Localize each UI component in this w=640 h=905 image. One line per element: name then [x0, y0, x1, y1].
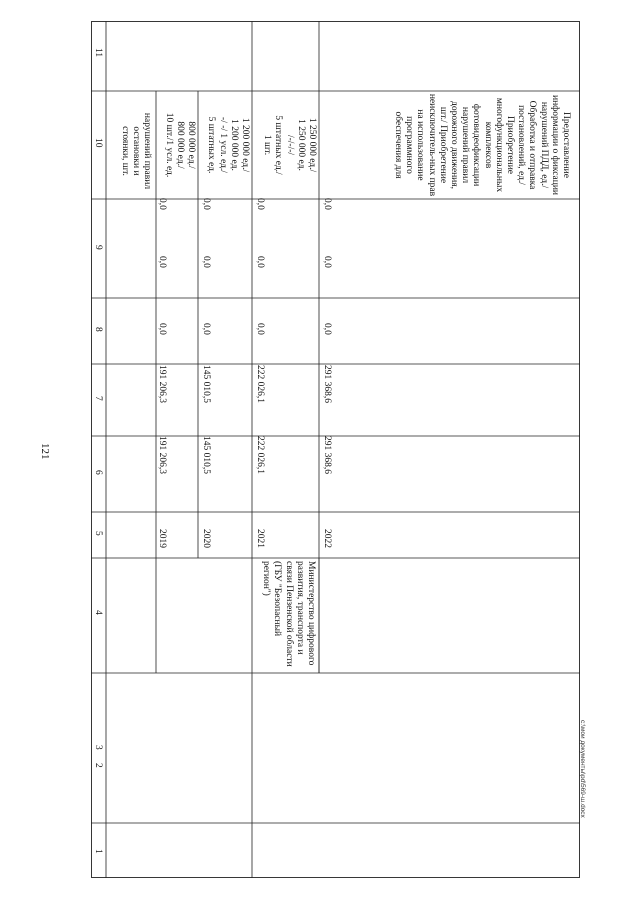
- value-c5-2021: 222 026,1: [255, 436, 265, 474]
- value-c6-2022: 291 368,6: [322, 365, 332, 403]
- col-header-3: 3: [93, 745, 103, 750]
- footer-file-path: c:\мои документы\pd\569-ш.docx: [579, 720, 586, 818]
- organization-cell: Министерство цифрового развития, транспорта и связи Пензенской области (ГБУ "Безопасный регион"): [261, 561, 316, 667]
- col-header-5: 5: [93, 531, 103, 536]
- value-c9-2022: 0,0: [322, 198, 332, 210]
- value-c8-2022: 0,0: [322, 256, 332, 268]
- year-2020: 2020: [201, 529, 211, 548]
- page-number: [39, 441, 55, 465]
- year-2019: 2019: [157, 529, 167, 548]
- value-c8-2020: 0,0: [201, 256, 211, 268]
- value-c7-2022: 0,0: [322, 323, 332, 335]
- value-c9-2021: 0,0: [255, 198, 265, 210]
- col-header-10: 10: [93, 138, 103, 148]
- value-c8-2021: 0,0: [255, 256, 265, 268]
- col-header-11: 11: [93, 48, 103, 58]
- value-c7-2019: 0,0: [157, 323, 167, 335]
- col-header-2: 2: [93, 763, 103, 768]
- col-header-1: 1: [93, 849, 103, 854]
- page-number-text: 121: [39, 443, 51, 460]
- value-c9-2019: 0,0: [157, 198, 167, 210]
- value-c9-2020: 0,0: [201, 198, 211, 210]
- value-c7-2020: 0,0: [201, 323, 211, 335]
- indicator-2019: 800 000 ед./ 800 000 ед./ 10 шт./1 усл. ед.: [163, 112, 196, 178]
- col-header-4: 4: [93, 610, 103, 615]
- value-c6-2019: 191 206,3: [157, 365, 167, 403]
- indicator-2020: 1 200 000 ед./ 1 200 000 ед. -/ -/ 1 усл. ед./ 5 штатных ед.: [206, 116, 250, 174]
- value-c6-2020: 145 010,5: [201, 365, 211, 403]
- value-c7-2021: 0,0: [255, 323, 265, 335]
- col-header-9: 9: [93, 245, 103, 250]
- data-table: [91, 21, 580, 878]
- value-c8-2019: 0,0: [157, 256, 167, 268]
- col-header-7: 7: [93, 396, 103, 401]
- year-2022: 2022: [322, 529, 332, 548]
- col-header-8: 8: [93, 327, 103, 332]
- continued-indicator-text: нарушений правил остановки и стоянки, шт.: [119, 112, 152, 190]
- indicator-2022: Предоставление информации о фиксации нарушений ПДД, ед./Обработка и отправка постановлений, ед./Приобретение многофункциональных комплексов фотовидеофиксации нарушений правил дорожного движения, шт./ Приобретение неисключитель-ных прав на использование программного обеспечения для: [392, 93, 571, 197]
- value-c5-2020: 145 010,5: [201, 436, 211, 474]
- col-header-6: 6: [93, 470, 103, 475]
- indicator-2021: 1 250 000 ед./ 1 250 000 ед. /-/-/-/ 5 штатных ед./ 1 шт.: [262, 115, 317, 175]
- value-c5-2022: 291 368,6: [322, 436, 332, 474]
- value-c6-2021: 222 026,1: [255, 365, 265, 403]
- value-c5-2019: 191 206,3: [157, 436, 167, 474]
- year-2021: 2021: [255, 529, 265, 548]
